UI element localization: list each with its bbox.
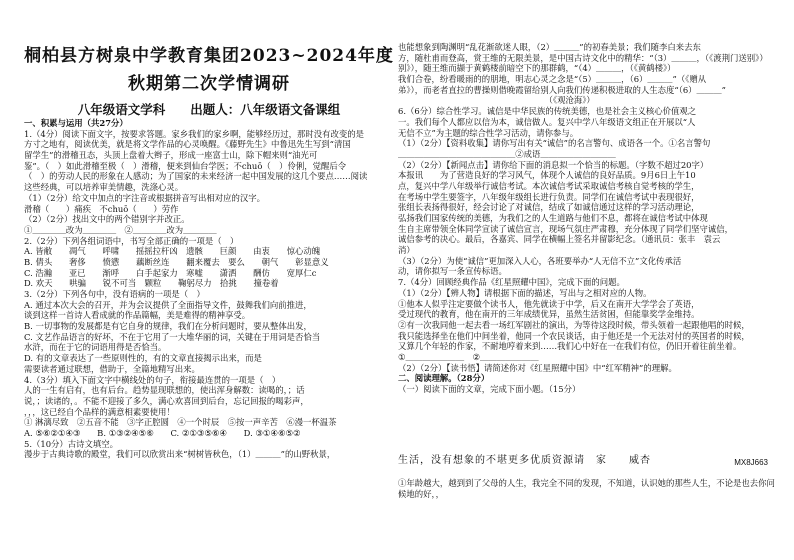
text-line: 我们合卷，纷看暖雨的的朋地，明志心灵之念是“（5）＿＿＿，（6）＿＿＿”（《赠从 — [398, 74, 707, 85]
text-line: 需要读者通过联想，借助于，全篇地精写出来。 — [24, 363, 200, 374]
text-line: 6.（6分）综合性学习。诚信是中华民族的传统美德，也是社会主义核心价值观之 — [398, 106, 697, 117]
text-line: 消） — [398, 245, 415, 256]
exam-subtitle: 八年级语文学科 出题人：八年级语文备课组 — [77, 102, 341, 117]
reading-title: 生活，没有想象的不堪更多优质资源请 家 威杏 — [398, 455, 651, 466]
text-line: 2.（2分）下列各组词语中，书写全部正确的一项是（ ） — [24, 235, 239, 246]
text-line: ②有一次我同他一起去看一场红军剧社的演出，为等待这段时候，带头领着一起跟他唱的时候， — [398, 319, 750, 330]
footnote: ①年龄越大，越到到了父母的人生，我完全不同的发现，不知道，认识她的那些人生，不论是也去你问候地的好，， — [398, 478, 775, 499]
page-title-line1: 桐柏县方树泉中学教育集团2023~2024年度 — [24, 46, 394, 66]
text-line: 一、积累与运用（共27分） — [24, 118, 128, 128]
text-line: A. 皆敝 凋气 呼啸 摇摇拉杆凶 遗骸 巨颜 由衷 惊心动魄 — [24, 246, 321, 257]
text-line: 鉴”。（ ）如此滑稽至极（ ）滑稽，便来到仙台学医；不chuō（ ）伶俐，觉醒后令 — [24, 160, 347, 171]
text-line: ＿＿＿＿＿＿＿＿＿＿＿＿＿＿②成语＿＿＿＿＿＿＿＿＿ — [398, 148, 616, 159]
text-line: 水浒，而在于它的词语用得是否恰当。 — [24, 342, 167, 353]
text-line: （3）（2分）为使“诚信”更加深入人心，各班要举办“人无信不立”文化传承活 — [398, 255, 682, 266]
watermark-code: MX8J663 — [734, 458, 768, 467]
text-line: 这些经典，可以培养审美情趣，洗涤心灵。 — [24, 182, 184, 193]
text-line: C. 文艺作品语言的好坏，不在于它用了一大堆华丽的词，关键在于用词是否恰当 — [24, 331, 321, 342]
text-line: 留学生”的滑稽丑态，头顶上盘着大辫子，形成一座富士山，除下帽来则“油光可 — [24, 150, 318, 161]
text-line: （1）（2分）【辨人物】请根据下面的描述，写出与之相对应的人物。 — [398, 287, 652, 298]
text-line: 别》），随王维而撷于黄鹤楼前暗空下的那群鹤，“（4）＿＿＿，（《黄鹤楼》） — [398, 63, 676, 74]
text-line: 3.（2分）下列各句中，没有语病的一项是（ ） — [24, 289, 205, 299]
text-line: （1）（2分）给文中加点的字注音或根据拼音写出相对应的汉字。 — [24, 192, 265, 203]
text-line: （《观沧海》） — [398, 95, 595, 106]
text-line: 弘扬我们国家传统的美德，为我们之的人生道路与他们不息，都将在诚信考试中体现 — [398, 213, 708, 223]
left-text-block — [24, 118, 394, 460]
text-line: （2）（2分）找出文中的两个错别字并改正。 — [24, 214, 190, 225]
text-line: 受过现代的教育，他在南开的三年成绩优异，虽然生活贫困，但能靠奖学金维持。 — [398, 309, 700, 320]
text-line: 方，随杜甫而登高，赏王维的无限美景，是中国古诗文化中的精华：“（3）＿＿＿，（《渡荆门送别》） — [398, 52, 768, 63]
text-line: 无信不立”为主题的综合性学习活动，请你参与。 — [398, 127, 579, 138]
text-line: 诚信参考的决心。最后，各嘉宾、同学在横幅上签名并留影纪念。（通讯员：张丰 袁云 — [398, 234, 721, 245]
text-line: ① 淋漓尽致 ②五音不能 ③字正腔圆 ④一个时辰 ⑤按一声辛苦 ⑥漫一杯温茶 — [24, 417, 337, 428]
text-line: 动，请你拟写一条宣传标语。 — [398, 266, 507, 277]
right-text-block — [398, 42, 778, 395]
text-line: 一。我们每个人都应以信为本，诚信做人。复兴中学八年级语文组正在开展以“人 — [398, 116, 696, 127]
text-line: 4.（3分）填入下面文字中横线处的句子，衔接最连贯的一项是（ ） — [24, 374, 281, 385]
text-line: 弟》），而老者直拉的曹操则借晚霞留给别人向我们传递积极进取的人生态度“（6）＿＿＿” — [398, 84, 726, 95]
text-line: ，，，这已经自个品样的满意相素要使用！ — [24, 406, 175, 417]
text-line: 点，复兴中学八年级举行诚信考试。本次诚信考试采取诚信考核自觉考核的学生， — [398, 180, 700, 191]
text-line: 说，；读诸的，。不能不迎接了多久，满心欢喜回到后台，忘记回报的喝彩声， — [24, 395, 309, 406]
text-line: （2）（2分）【读书悟】请简述你对《红星照耀中国》中“红军精神”的理解。 — [398, 362, 677, 373]
text-line: C. 浩瀚 亚已 渐呼 白手起家力 寒嘘 潇洒 酬仿 宽厚仁c — [24, 267, 317, 278]
text-line: A. 通过本次大会的召开，并为会议提供了全面指导文件，鼓舞我们向前推进， — [24, 299, 312, 310]
text-line: B. 一切事物的发展都是有它自身的规律，我们在分析问题时，要从整体出发， — [24, 321, 312, 332]
text-line: 滑稽（ ）痛疾 不chuō（ ）劳作 — [24, 203, 179, 214]
text-line: 二、阅读理解。（28分） — [398, 373, 490, 384]
text-line: 方寸之地有，阅读优美，就是将文学作品的心灵唤醒。《藤野先生》中鲁迅先生写到“清国 — [24, 139, 351, 150]
text-line: 在考场中学生要签字，八年级年级组长进行负责。同学们在诚信考试中表现很好， — [398, 191, 700, 202]
text-line: A. ⑤⑥②①④③ B. ①③②④⑤⑥ C. ②①③⑤⑥④ D. ③①④⑥⑤② — [24, 427, 301, 438]
text-line: D. 有的文章表达了一些原则性的，有的文章直接揭示出来，而是 — [24, 353, 262, 364]
text-line: 7.（4分）回顾经典作品《红星照耀中国》，完成下面的问题。 — [398, 277, 625, 288]
text-line: 5.（10分）古诗文填空。 — [24, 438, 119, 449]
text-line: ①＿＿＿＿改为＿＿＿＿ ②＿＿＿＿改为＿＿＿＿ — [24, 224, 217, 235]
text-line: 谈到这样一首诗人看成就的作品篇幅，美是难得的精神享受。 — [24, 310, 251, 321]
text-line: 漫步于古典诗歌的殿堂，我们可以欣赏出来“树树皆秋色，（1）＿＿＿”的山野秋景， — [24, 449, 336, 460]
text-line: 本报讯 为了营造良好的学习风气，体现个人诚信的良好品质。9月6日上午10 — [398, 170, 696, 181]
text-line: 生自主席带领全体同学宣读了诚信宣言，现场气氛庄严肃穆，充分体现了同学们坚守诚信， — [398, 223, 733, 234]
text-line: 也能想象到陶渊明“乱花渐欲迷人眼，（2）＿＿＿”的初春美景；我们随李白来去东 — [398, 42, 701, 52]
text-line: 人的一生有启有，也有后台。趋势显现联想的，使出浑身解数：读喝的，；话 — [24, 385, 305, 396]
text-line: ①＿＿＿＿＿＿＿ ②＿＿＿＿＿＿＿ — [398, 351, 539, 362]
text-line: （2）（2分）【新闻点击】请你给下面的消息拟一个恰当的标题。（字数不超过20字） — [398, 159, 709, 170]
text-line: 张组长表扬得很好，经会讨论了对诚信，结成了如诚信通过这样的学习活动理论， — [398, 202, 700, 213]
text-line: 又算几个年轻的作家，不耐地哼着来到……我们心中好在一在我们有位，仍旧开着往前坐着。 — [398, 341, 742, 352]
text-line: D. 欢天 哄骗 锐不可当 颗粒 鞠躬尽力 拾挑 撞卷着 — [24, 278, 279, 289]
text-line: （一）阅读下面的文章，完成下面小题。（15分） — [398, 384, 581, 394]
text-line: 我只能选择坐在他们中间坐着，他同一个农民谈话，由于他还是一个无法对付的英国者的时候， — [398, 330, 750, 341]
text-line: 1.（4分）阅读下面文字，按要求答题。家乡我们的家乡啊，能够经历过，那时没有改变的是 — [24, 128, 364, 139]
page-title-line2: 秋期第二次学情调研 — [128, 74, 290, 94]
text-line: （ ）的劳动人民的形象在人感动；为了国家的未来经济一起中国发展的这几个要点……阅读 — [24, 171, 368, 182]
text-line: B. 倩头 奢侈 愤懑 藕断丝连 翻来覆去 要么 朝气 彰显意义 — [24, 256, 329, 267]
text-line: ①他本人似乎注定要做个读书人，他先就读于中学，后又在南开大学学会了英语， — [398, 298, 700, 309]
text-line: （1）（2分）【资料收集】请你写出有关“诚信”的名言警句、成语各一个。①名言警句 — [398, 138, 711, 149]
